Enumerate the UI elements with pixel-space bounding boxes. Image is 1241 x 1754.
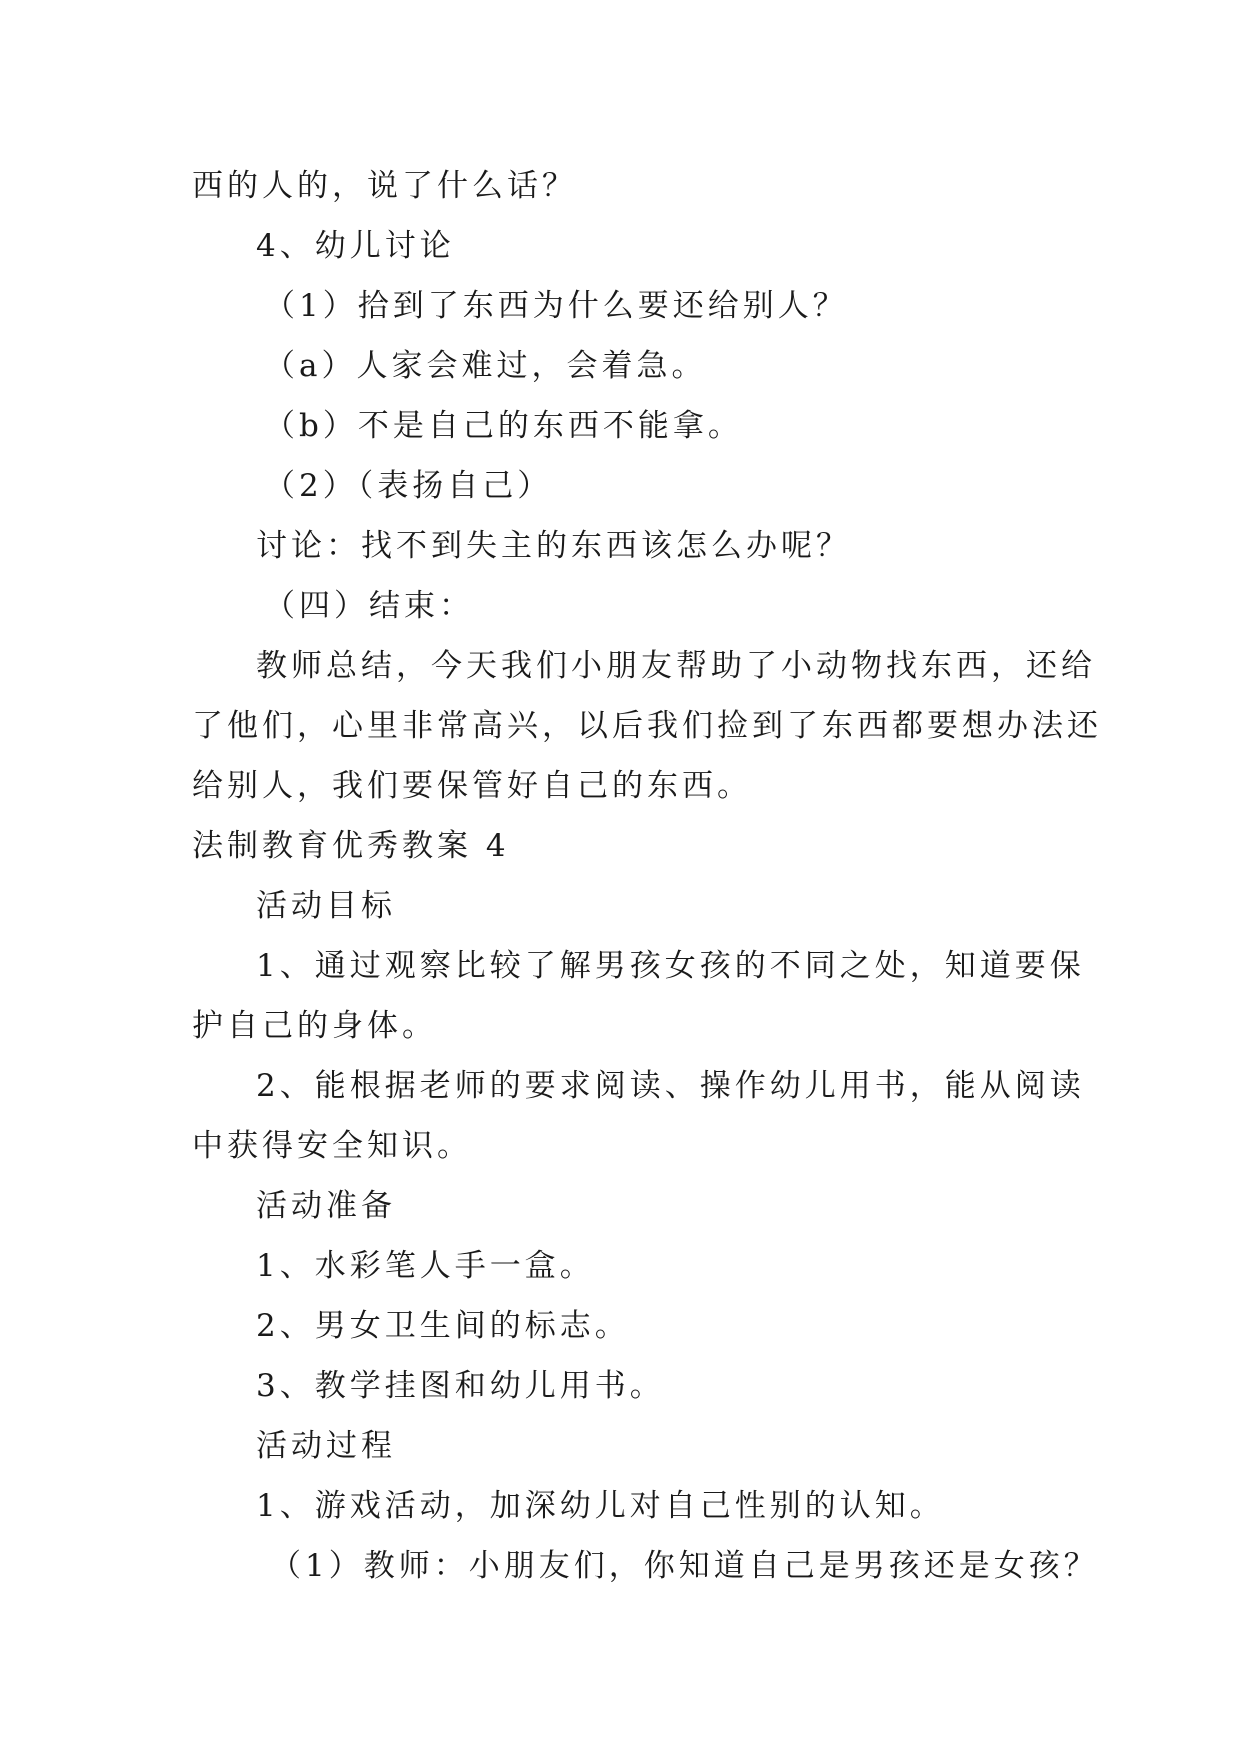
text-line-1: 西的人的，说了什么话？ bbox=[192, 168, 577, 204]
text-line-4: （a）人家会难过，会着急。 bbox=[264, 348, 707, 384]
text-line-9: 教师总结，今天我们小朋友帮助了小动物找东西，还给 bbox=[256, 648, 1096, 684]
text-line-22: 活动过程 bbox=[256, 1428, 396, 1464]
text-line-7: 讨论：找不到失主的东西该怎么办呢？ bbox=[256, 528, 851, 564]
text-line-19: 1、水彩笔人手一盒。 bbox=[256, 1248, 595, 1284]
text-line-20: 2、男女卫生间的标志。 bbox=[256, 1308, 630, 1344]
text-line-24: （1）教师：小朋友们，你知道自己是男孩还是女孩？ bbox=[270, 1548, 1099, 1584]
text-line-16: 2、能根据老师的要求阅读、操作幼儿用书，能从阅读 bbox=[256, 1068, 1085, 1104]
text-line-8: （四）结束： bbox=[264, 588, 474, 624]
text-line-18: 活动准备 bbox=[256, 1188, 396, 1224]
text-line-5: （b）不是自己的东西不能拿。 bbox=[264, 408, 743, 444]
text-line-6: （2）（表扬自己） bbox=[264, 468, 553, 504]
text-line-15: 护自己的身体。 bbox=[192, 1008, 437, 1044]
text-line-11: 给别人，我们要保管好自己的东西。 bbox=[192, 768, 752, 804]
text-line-2: 4、幼儿讨论 bbox=[256, 228, 455, 264]
text-line-3: （1）拾到了东西为什么要还给别人？ bbox=[264, 288, 848, 324]
text-line-17: 中获得安全知识。 bbox=[192, 1128, 472, 1164]
text-line-21: 3、教学挂图和幼儿用书。 bbox=[256, 1368, 665, 1404]
text-line-23: 1、游戏活动，加深幼儿对自己性别的认知。 bbox=[256, 1488, 945, 1524]
text-line-10: 了他们，心里非常高兴，以后我们捡到了东西都要想办法还 bbox=[192, 708, 1102, 744]
text-line-13: 活动目标 bbox=[256, 888, 396, 924]
section-heading: 法制教育优秀教案 4 bbox=[192, 828, 510, 864]
text-line-14: 1、通过观察比较了解男孩女孩的不同之处，知道要保 bbox=[256, 948, 1085, 984]
